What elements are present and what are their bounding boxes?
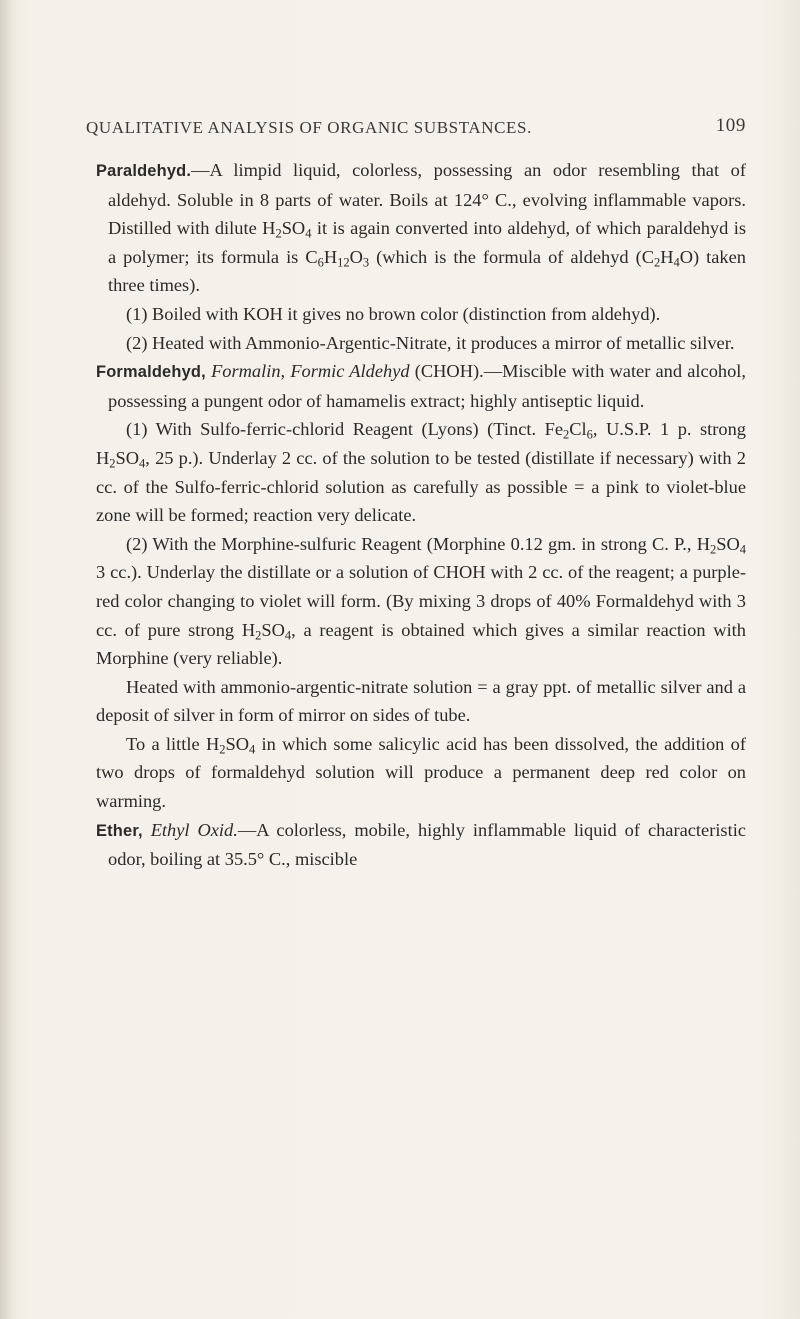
ether-heading: Ether, xyxy=(96,821,143,840)
formaldehyd-test-1: (1) With Sulfo-ferric-chlorid Reagent (Lyons) (Tinct. $Fe_2Cl_6$, U.S.P. 1 p. strong $H_2SO_4$, 25 p.). Underlay 2 cc. of the solution to be tested (distillate if necessary) with 2 cc. of the Sulfo-ferric-chlorid solution as carefully as possible = a pink to violet-blue zone will be formed; reaction very delicate. xyxy=(96,419,746,526)
ether-synonym: Ethyl Oxid. xyxy=(150,819,238,840)
ether-entry: Ether, Ethyl Oxid.—A colorless, mobile, highly inflammable liquid of characteristic odor, boiling at 35.5° C., miscible xyxy=(96,819,746,870)
formaldehyd-test-2: (2) With the Morphine-sulfuric Reagent (Morphine 0.12 gm. in strong C. P., $H_2SO_4$ 3 cc.). Underlay the distillate or a solution of CHOH with 2 cc. of the reagent; a purple-red color changing to violet will form. (By mixing 3 drops of 40% Formaldehyd with 3 cc. of pure strong $H_2SO_4$, a reagent is obtained which gives a similar reaction with Morphine (very reliable). xyxy=(96,533,746,669)
body-text xyxy=(96,156,746,874)
formaldehyd-test-4: To a little $H_2SO_4$ in which some salicylic acid has been dissolved, the addition of two drops of formaldehyd solution will produce a permanent deep red color on warming. xyxy=(96,733,746,812)
running-head-title: QUALITATIVE ANALYSIS OF ORGANIC SUBSTANCES. xyxy=(86,118,532,137)
paraldehyd-test-2: (2) Heated with Ammonio-Argentic-Nitrate, it produces a mirror of metallic silver. xyxy=(126,332,735,353)
running-head xyxy=(86,115,746,138)
paraldehyd-entry: Paraldehyd.—A limpid liquid, colorless, possessing an odor resembling that of aldehyd. Soluble in 8 parts of water. Boils at 124° C., evolving inflammable vapors. Distilled with dilute $H_2SO_4$ it is again converted into aldehyd, of which paraldehyd is a polymer; its formula is $C_6H_{12}O_3$ (which is the formula of aldehyd $(C_2H_4O)$ taken three times). xyxy=(96,160,746,296)
gutter-shadow xyxy=(0,0,14,1319)
formaldehyd-heading: Formaldehyd, xyxy=(96,363,206,382)
formaldehyd-synonyms: Formalin, Formic Aldehyd xyxy=(211,361,410,382)
page-number: 109 xyxy=(715,115,746,136)
formaldehyd-test-3: Heated with ammonio-argentic-nitrate solution = a gray ppt. of metallic silver and a deposit of silver in form of mirror on sides of tube. xyxy=(96,676,746,726)
paraldehyd-test-1: (1) Boiled with KOH it gives no brown color (distinction from aldehyd). xyxy=(126,303,661,324)
paraldehyd-heading: Paraldehyd. xyxy=(96,162,192,180)
formaldehyd-entry: Formaldehyd, Formalin, Formic Aldehyd (CHOH).—Miscible with water and alcohol, possessing a pungent odor of hamamelis extract; highly antiseptic liquid. xyxy=(96,361,746,411)
